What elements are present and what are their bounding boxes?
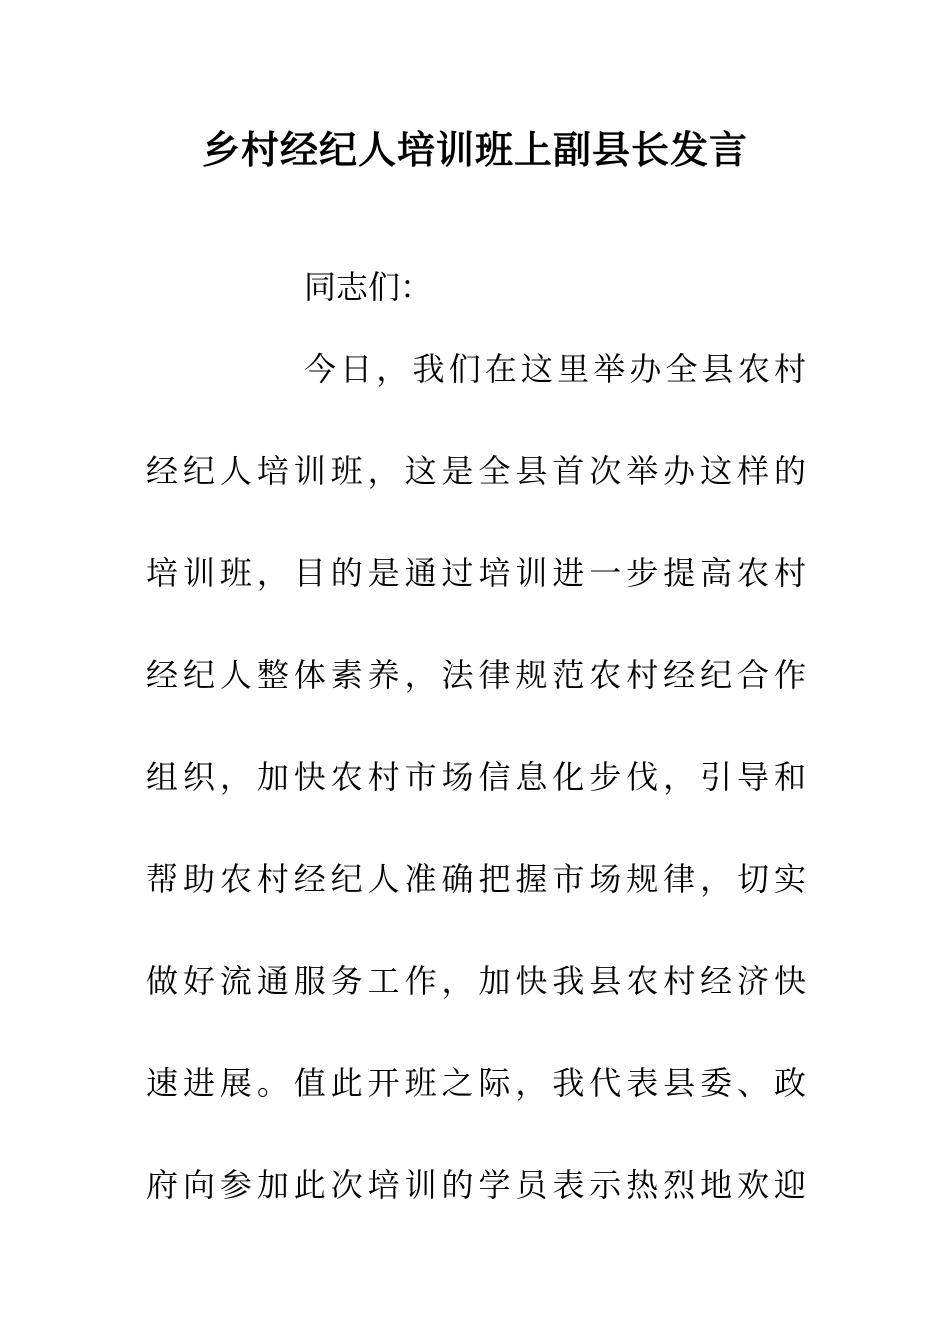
paragraph-line: 府向参加此次培训的学员表示热烈地欢迎 bbox=[146, 1166, 806, 1204]
paragraph-line: 速进展。值此开班之际，我代表县委、政 bbox=[146, 1064, 806, 1102]
document-title: 乡村经纪人培训班上副县长发言 bbox=[201, 128, 748, 172]
paragraph-line: 组织，加快农村市场信息化步伐，引导和 bbox=[146, 758, 806, 796]
paragraph-line: 做好流通服务工作，加快我县农村经济快 bbox=[146, 962, 806, 1000]
paragraph-line: 培训班，目的是通过培训进一步提高农村 bbox=[146, 554, 806, 592]
body-paragraph bbox=[146, 344, 806, 1262]
paragraph-line: 经纪人培训班，这是全县首次举办这样的 bbox=[146, 452, 806, 490]
salutation: 同志们： bbox=[304, 268, 433, 306]
paragraph-line: 经纪人整体素养，法律规范农村经纪合作 bbox=[146, 656, 806, 694]
paragraph-line: 帮助农村经纪人准确把握市场规律，切实 bbox=[146, 860, 806, 898]
paragraph-line: 今日，我们在这里举办全县农村 bbox=[304, 350, 806, 388]
